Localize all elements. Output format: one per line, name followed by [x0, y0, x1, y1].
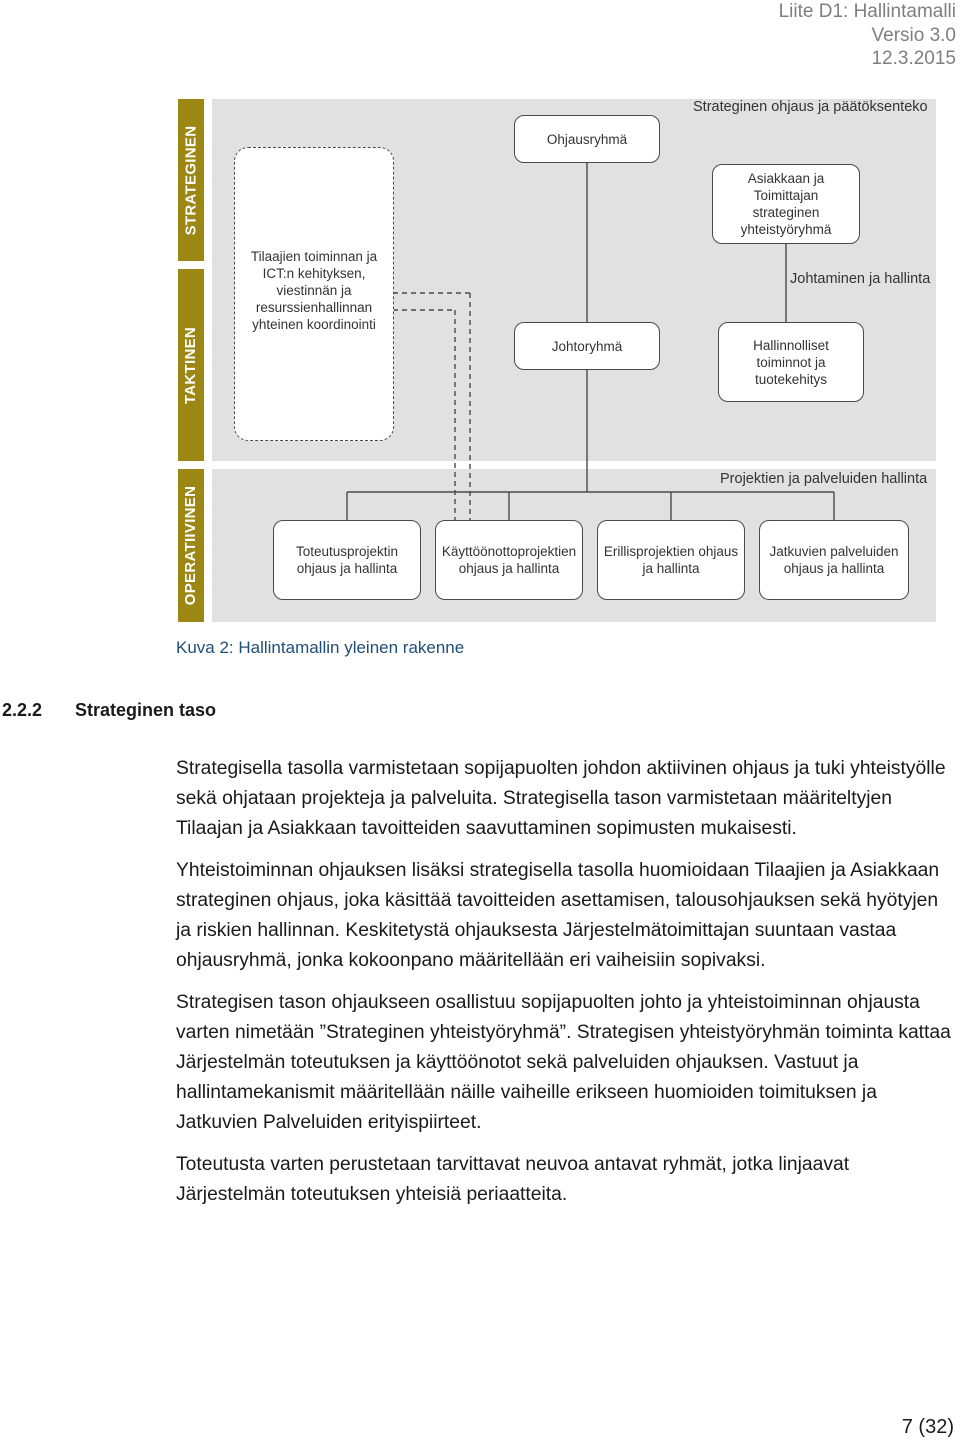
- deployment-box: Käyttöönottoprojektien ohjaus ja hallinta: [435, 520, 583, 600]
- section-number: 2.2.2: [2, 700, 43, 720]
- steering-group-box: Ohjausryhmä: [514, 115, 660, 163]
- continuous-services-box: Jatkuvien palveluiden ohjaus ja hallinta: [759, 520, 909, 600]
- admin-functions-box: Hallinnolliset toiminnot ja tuotekehitys: [718, 322, 864, 402]
- appendix-title: Liite D1: Hallintamalli: [778, 1, 956, 22]
- level-tactical: TAKTINEN: [178, 269, 204, 461]
- version: Versio 3.0: [871, 24, 956, 46]
- band-label-tactical: Johtaminen ja hallinta: [790, 271, 931, 287]
- page-number: 7 (32): [901, 1416, 954, 1438]
- paragraph: Strategisella tasolla varmistetaan sopijapuolten johdon aktiivinen ohjaus ja tuki yhteistyölle sekä ohjataan projekteja ja palveluita. Strategisella tason varmistetaan määriteltyjen Tilaajan ja Asiakkaan tavoitteiden saavuttaminen sopimusten mukaisesti.: [176, 758, 946, 839]
- coordination-box: Tilaajien toiminnan ja ICT:n kehityksen, viestinnän ja resurssienhallinnan yhteinen koordinointi: [234, 147, 394, 441]
- management-group-box: Johtoryhmä: [514, 322, 660, 370]
- section-heading: [2, 700, 216, 721]
- paragraph: Strategisen tason ohjaukseen osallistuu sopijapuolten johto ja yhteistoiminnan ohjausta varten nimetään ”Strateginen yhteistyöryhmä”. Strategisen yhteistyöryhmän toiminta kattaa Järjestelmän toteutuksen ja käyttöönotot sekä palveluiden ohjauksen. Vastuut ja hallintamekanismit määritellään näille vaiheille erikseen huomioiden toimituksen ja Jatkuvien Palveluiden erityispiirteet.: [176, 992, 951, 1133]
- separate-projects-box: Erillisprojektien ohjaus ja hallinta: [597, 520, 745, 600]
- implementation-box: Toteutusprojektin ohjaus ja hallinta: [273, 520, 421, 600]
- paragraph: Toteutusta varten perustetaan tarvittavat neuvoa antavat ryhmät, jotka linjaavat Järjestelmän toteutuksen yhteisiä periaatteita.: [176, 1154, 850, 1205]
- section-title: Strateginen taso: [75, 700, 217, 720]
- figure-caption: Kuva 2: Hallintamallin yleinen rakenne: [176, 638, 465, 657]
- cooperation-group-box: Asiakkaan ja Toimittajan strateginen yhteistyöryhmä: [712, 164, 860, 244]
- paragraph: Yhteistoiminnan ohjauksen lisäksi strategisella tasolla huomioidaan Tilaajien ja Asiakkaan strateginen ohjaus, joka käsittää tavoitteiden asettamisen, talousohjauksen sekä hyötyjen ja riskien hallinnan. Keskitetystä ohjauksesta Järjestelmätoimittajan suuntaan vastaa ohjausryhmä, jonka kokoonpano määritellään eri vaiheisiin sopivaksi.: [176, 860, 940, 971]
- level-operational: OPERATIIVINEN: [178, 469, 204, 622]
- level-strategic: STRATEGINEN: [178, 99, 204, 261]
- section-body: [176, 754, 958, 1222]
- governance-diagram: [0, 0, 960, 640]
- band-label-strategic: Strateginen ohjaus ja päätöksenteko: [693, 99, 928, 115]
- band-label-operational: Projektien ja palveluiden hallinta: [720, 471, 928, 487]
- date: 12.3.2015: [871, 48, 956, 69]
